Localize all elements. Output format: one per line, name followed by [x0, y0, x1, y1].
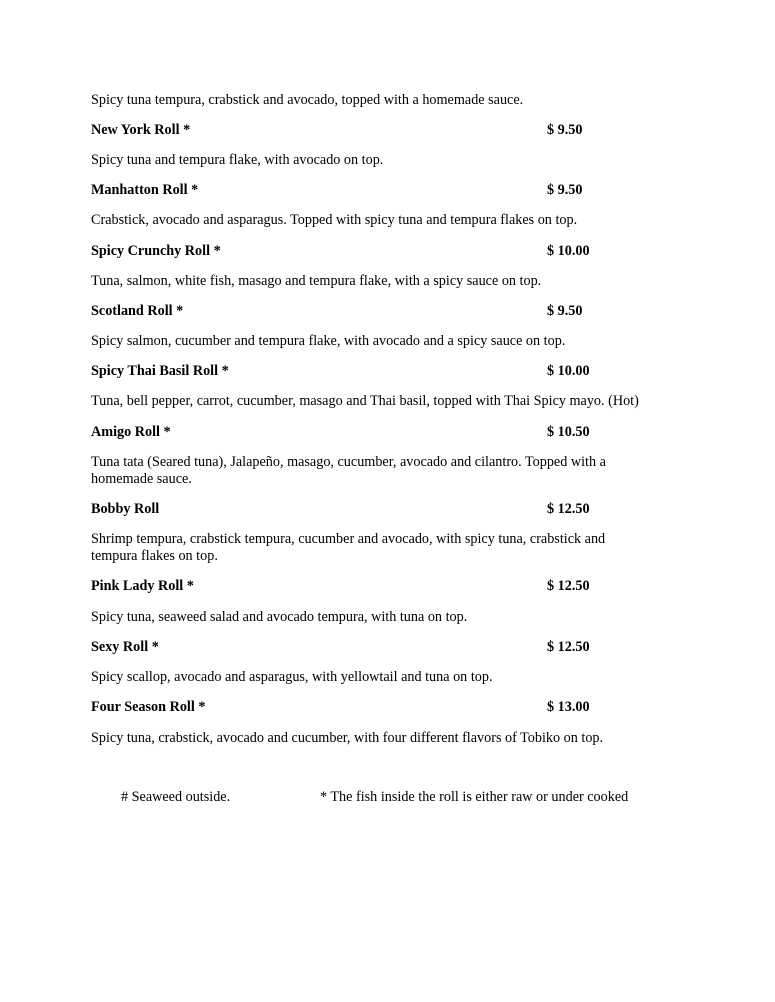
item-name-amigo-roll: Amigo Roll * [91, 424, 171, 440]
item-price-scotland-roll: $ 9.50 [547, 303, 583, 319]
item-description-bobby-roll: Shrimp tempura, crabstick tempura, cucumber and avocado, with spicy tuna, crabstick and tempura flakes on top. [91, 531, 606, 564]
item-description-spicy-crunchy-roll: Tuna, salmon, white fish, masago and tempura flake, with a spicy sauce on top. [91, 273, 542, 289]
footnote-raw-fish: * The fish inside the roll is either raw or under cooked [320, 789, 629, 805]
item-name-pink-lady-roll: Pink Lady Roll * [91, 578, 194, 594]
item-name-new-york-roll: New York Roll * [91, 122, 191, 138]
item-price-pink-lady-roll: $ 12.50 [547, 578, 590, 594]
item-description-pink-lady-roll: Spicy tuna, seaweed salad and avocado tempura, with tuna on top. [91, 609, 468, 625]
footnote-seaweed-outside: # Seaweed outside. [121, 789, 231, 805]
item-price-spicy-thai-basil-roll: $ 10.00 [547, 363, 590, 379]
item-description-manhatton-roll: Crabstick, avocado and asparagus. Topped with spicy tuna and tempura flakes on top. [91, 212, 578, 228]
item-name-four-season-roll: Four Season Roll * [91, 699, 206, 715]
item-description-scotland-roll: Spicy salmon, cucumber and tempura flake, with avocado and a spicy sauce on top. [91, 333, 566, 349]
item-description-four-season-roll: Spicy tuna, crabstick, avocado and cucumber, with four different flavors of Tobiko on top. [91, 730, 604, 746]
item-name-manhatton-roll: Manhatton Roll * [91, 182, 199, 198]
item-price-sexy-roll: $ 12.50 [547, 639, 590, 655]
item-description-spicy-thai-basil-roll: Tuna, bell pepper, carrot, cucumber, masago and Thai basil, topped with Thai Spicy mayo. (Hot) [91, 393, 639, 409]
item-name-sexy-roll: Sexy Roll * [91, 639, 159, 655]
item-name-spicy-crunchy-roll: Spicy Crunchy Roll * [91, 243, 221, 259]
item-price-new-york-roll: $ 9.50 [547, 122, 583, 138]
item-description-sexy-roll: Spicy scallop, avocado and asparagus, with yellowtail and tuna on top. [91, 669, 493, 685]
item-price-spicy-crunchy-roll: $ 10.00 [547, 243, 590, 259]
item-name-bobby-roll: Bobby Roll [91, 501, 160, 517]
item-description-amigo-roll: Tuna tata (Seared tuna), Jalapeño, masago, cucumber, avocado and cilantro. Topped with a homemade sauce. [91, 454, 606, 487]
item-price-bobby-roll: $ 12.50 [547, 501, 590, 517]
item-name-spicy-thai-basil-roll: Spicy Thai Basil Roll * [91, 363, 229, 379]
item-name-scotland-roll: Scotland Roll * [91, 303, 184, 319]
intro-description: Spicy tuna tempura, crabstick and avocado, topped with a homemade sauce. [91, 92, 524, 108]
item-price-manhatton-roll: $ 9.50 [547, 182, 583, 198]
item-description-new-york-roll: Spicy tuna and tempura flake, with avocado on top. [91, 152, 384, 168]
item-price-amigo-roll: $ 10.50 [547, 424, 590, 440]
item-price-four-season-roll: $ 13.00 [547, 699, 590, 715]
